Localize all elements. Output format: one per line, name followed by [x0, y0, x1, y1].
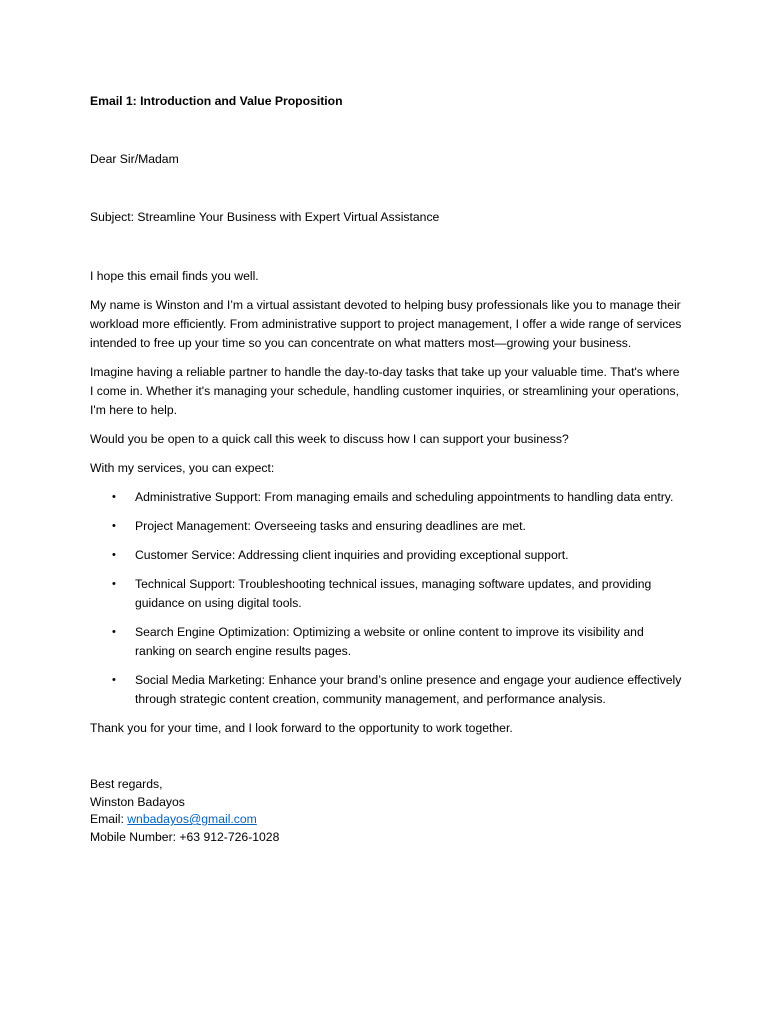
- email-label: Email:: [90, 812, 128, 826]
- list-item: [90, 488, 685, 507]
- service-text: Technical Support: Troubleshooting technical issues, managing software updates, and providing guidance on using digital tools.: [135, 577, 652, 610]
- bullet-icon: •: [112, 491, 116, 503]
- subject-line: Subject: Streamline Your Business with Expert Virtual Assistance: [90, 210, 440, 224]
- greeting-paragraph: I hope this email finds you well.: [90, 269, 259, 283]
- bullet-icon: •: [112, 520, 116, 532]
- introduction-paragraph: My name is Winston and I’m a virtual assistant devoted to helping busy professionals like you to manage their workload more efficiently. From administrative support to project management, I offer a wide range of services intended to free up your time so you can concentrate on what matters most—growing your business.: [90, 298, 682, 350]
- list-item: [90, 623, 685, 661]
- list-item: [90, 517, 685, 536]
- service-text: Customer Service: Addressing client inquiries and providing exceptional support.: [135, 548, 569, 562]
- service-text: Project Management: Overseeing tasks and ensuring deadlines are met.: [135, 519, 526, 533]
- email-link[interactable]: wnbadayos@gmail.com: [127, 812, 257, 826]
- list-item: [90, 546, 685, 565]
- closing-paragraph: Thank you for your time, and I look forward to the opportunity to work together.: [90, 721, 513, 735]
- mobile-number: Mobile Number: +63 912-726-1028: [90, 829, 280, 844]
- services-list: [90, 488, 685, 709]
- email-line: [90, 811, 685, 829]
- service-text: Social Media Marketing: Enhance your brand’s online presence and engage your audience effectively through strategic content creation, community management, and performance analysis.: [135, 673, 682, 706]
- services-intro-paragraph: With my services, you can expect:: [90, 461, 275, 475]
- list-item: [90, 575, 685, 613]
- list-item: [90, 671, 685, 709]
- bullet-icon: •: [112, 626, 116, 638]
- sender-name: Winston Badayos: [90, 794, 185, 809]
- email-body: [90, 92, 685, 846]
- bullet-icon: •: [112, 578, 116, 590]
- service-text: Administrative Support: From managing emails and scheduling appointments to handling data entry.: [135, 490, 674, 504]
- call-request-paragraph: Would you be open to a quick call this week to discuss how I can support your business?: [90, 432, 569, 446]
- service-text: Search Engine Optimization: Optimizing a website or online content to improve its visibility and ranking on search engine results pages.: [135, 625, 644, 658]
- bullet-icon: •: [112, 674, 116, 686]
- salutation: Dear Sir/Madam: [90, 152, 179, 166]
- value-paragraph: Imagine having a reliable partner to handle the day-to-day tasks that take up your valuable time. That's where I come in. Whether it's managing your schedule, handling customer inquiries, or streamlining your operations, I'm here to help.: [90, 365, 680, 417]
- bullet-icon: •: [112, 549, 116, 561]
- signature-block: [90, 776, 685, 846]
- sign-off: Best regards,: [90, 777, 163, 791]
- document-title: Email 1: Introduction and Value Proposition: [90, 94, 343, 108]
